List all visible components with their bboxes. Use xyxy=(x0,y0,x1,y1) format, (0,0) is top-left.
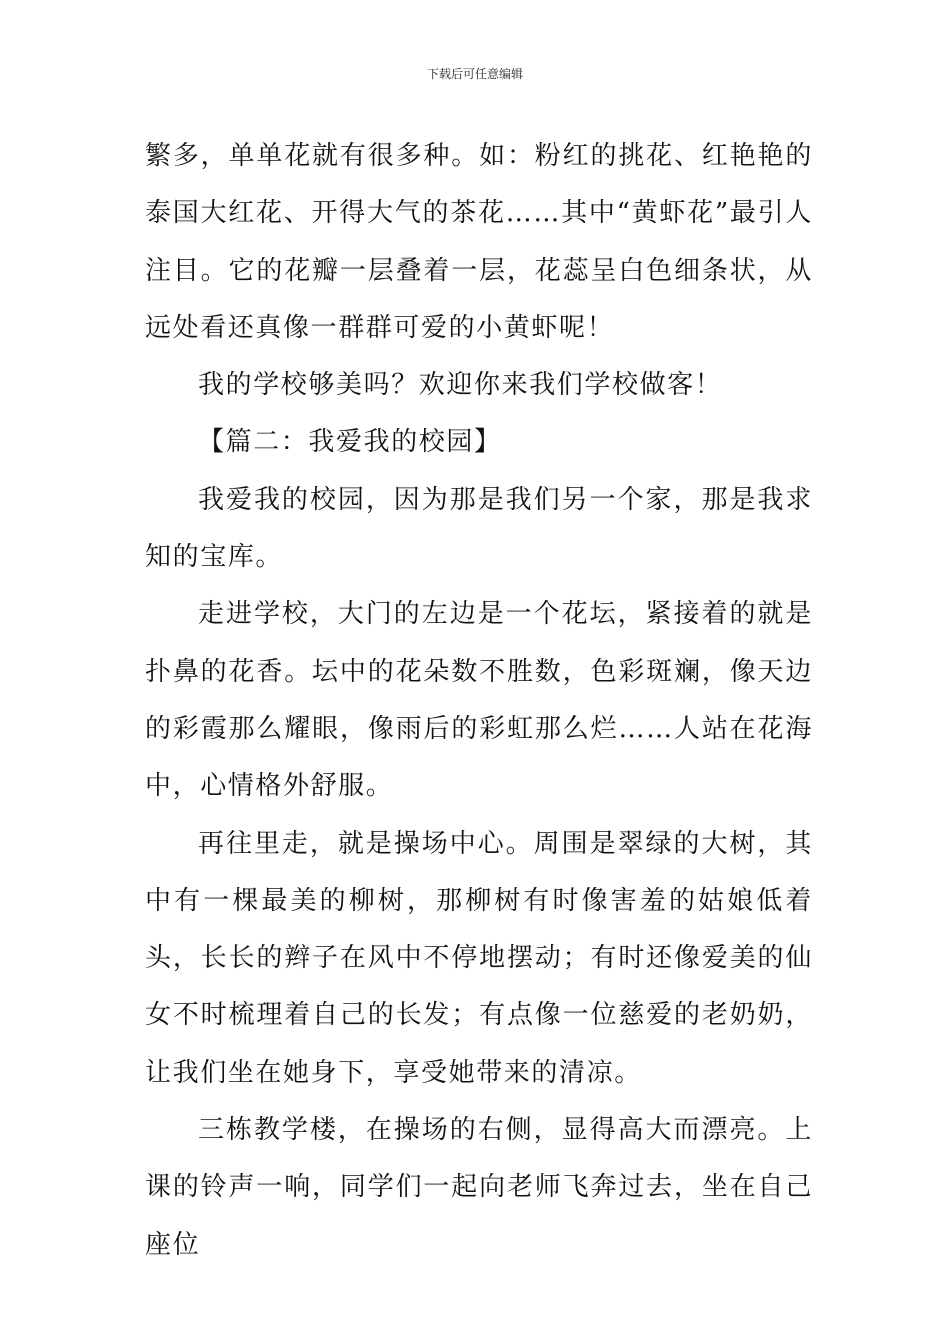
section-heading: 【篇二：我爱我的校园】 xyxy=(198,427,502,458)
paragraph-6: 三栋教学楼，在操场的右侧，显得高大而漂亮。上课的铃声一响，同学们一起向老师飞奔过去，坐在自己座位 xyxy=(145,1115,813,1260)
paragraph-2: 我的学校够美吗？欢迎你来我们学校做客！ xyxy=(198,370,723,401)
page-header-note: 下载后可任意编辑 xyxy=(426,67,523,81)
paragraph-5: 再往里走，就是操场中心。周围是翠绿的大树，其中有一棵最美的柳树，那柳树有时像害羞的姑娘低着头，长长的辫子在风中不停地摆动；有时还像爱美的仙女不时梳理着自己的长发；有点像一位慈爱的老奶奶，让我们坐在她身下，享受她带来的清凉。 xyxy=(145,828,813,1088)
document-body xyxy=(145,128,813,1274)
paragraph-3: 我爱我的校园，因为那是我们另一个家，那是我求知的宝库。 xyxy=(145,484,813,573)
paragraph-1: 繁多，单单花就有很多种。如：粉红的挑花、红艳艳的泰国大红花、开得大气的茶花……其中“黄虾花”最引人注目。它的花瓣一层叠着一层，花蕊呈白色细条状，从远处看还真像一群群可爱的小黄虾呢！ xyxy=(145,141,813,343)
paragraph-4: 走进学校，大门的左边是一个花坛，紧接着的就是扑鼻的花香。坛中的花朵数不胜数，色彩斑斓，像天边的彩霞那么耀眼，像雨后的彩虹那么烂……人站在花海中，心情格外舒服。 xyxy=(145,599,813,802)
